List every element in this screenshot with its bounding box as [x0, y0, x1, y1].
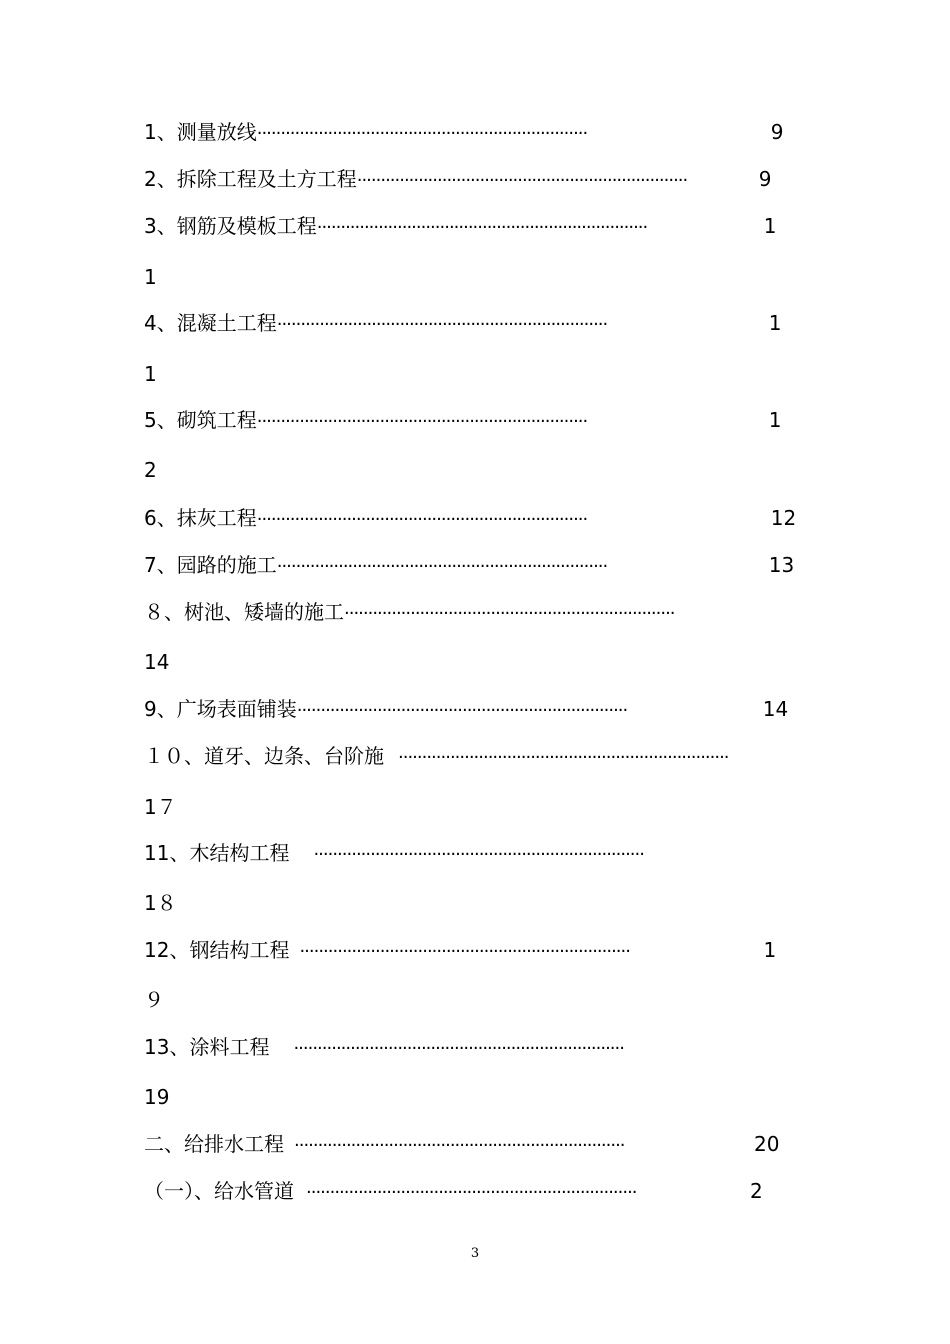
- toc-page-continuation: [144, 985, 164, 1015]
- toc-entry-title: 9、广场表面铺装: [144, 697, 297, 721]
- toc-entry-page: 14: [762, 697, 789, 721]
- toc-leader-dots: ······································································: [276, 556, 608, 577]
- toc-leader-dots: ······································································: [276, 314, 608, 335]
- toc-entry-page: 1: [763, 214, 777, 238]
- toc-entry-page: 20: [754, 1132, 780, 1156]
- toc-leader-dots: ······································································: [256, 123, 588, 144]
- toc-entry-title: 6、抹灰工程: [144, 506, 257, 530]
- toc-continuation-text: ９: [144, 988, 164, 1012]
- toc-entry[interactable]: [144, 117, 783, 147]
- toc-entry[interactable]: [144, 405, 781, 435]
- toc-entry[interactable]: [144, 550, 794, 580]
- toc-leader-dots: ······································································: [256, 411, 588, 432]
- toc-entry[interactable]: [144, 694, 788, 724]
- toc-entry-page: 1: [763, 938, 777, 962]
- toc-continuation-text: 1７: [144, 795, 177, 819]
- toc-continuation-text: 14: [144, 650, 170, 674]
- toc-leader-dots: ······································································: [398, 747, 729, 768]
- toc-continuation-text: 1８: [144, 891, 177, 915]
- toc-entry-title: 二、给排水工程: [144, 1132, 284, 1156]
- page-number: 3: [470, 1246, 480, 1261]
- toc-leader-dots: ······································································: [316, 217, 648, 238]
- toc-leader-dots: ······································································: [356, 170, 688, 191]
- toc-page-continuation: [144, 647, 169, 677]
- toc-page-continuation: [144, 888, 177, 918]
- toc-entry-page: 1: [768, 311, 782, 335]
- toc-entry-title: 1、测量放线: [144, 120, 257, 144]
- toc-leader-dots: ······································································: [344, 603, 675, 624]
- toc-entry-title: １０、道牙、边条、台阶施: [144, 744, 384, 768]
- toc-entry-title: 12、钢结构工程: [144, 938, 290, 962]
- toc-entry[interactable]: [144, 838, 779, 868]
- toc-entry[interactable]: [144, 308, 781, 338]
- toc-entry[interactable]: [144, 935, 776, 965]
- toc-leader-dots: ······································································: [313, 844, 644, 865]
- toc-entry-title: 5、砌筑工程: [144, 408, 257, 432]
- toc-entry-page: 12: [770, 506, 797, 530]
- toc-page-continuation: [144, 1082, 169, 1112]
- toc-entry-page: 9: [770, 120, 784, 144]
- toc-entry-page: 13: [768, 553, 795, 577]
- toc-entry-title: 11、木结构工程: [144, 841, 290, 865]
- toc-leader-dots: ······································································: [306, 1182, 637, 1203]
- toc-entry-title: 2、拆除工程及土方工程: [144, 167, 357, 191]
- toc-continuation-text: 2: [144, 458, 157, 482]
- toc-entry[interactable]: [144, 164, 771, 194]
- toc-page-continuation: [144, 262, 157, 292]
- toc-entry[interactable]: [144, 597, 766, 627]
- toc-entry-page: 2: [750, 1179, 763, 1203]
- toc-continuation-text: 1: [144, 265, 157, 289]
- toc-page-continuation: [144, 792, 177, 822]
- toc-entry-page: 9: [758, 167, 772, 191]
- toc-page-continuation: [144, 455, 157, 485]
- toc-entry[interactable]: [144, 1176, 763, 1206]
- toc-entry-title: 7、园路的施工: [144, 553, 277, 577]
- toc-entry[interactable]: [144, 1032, 781, 1062]
- toc-leader-dots: ······································································: [256, 509, 588, 530]
- toc-entry-title: （一）、给水管道: [144, 1179, 294, 1203]
- toc-entry-page: 1: [768, 408, 782, 432]
- toc-entry-title: 13、涂料工程: [144, 1035, 270, 1059]
- toc-continuation-text: 19: [144, 1085, 170, 1109]
- toc-leader-dots: ······································································: [299, 941, 630, 962]
- toc-leader-dots: ······································································: [296, 700, 628, 721]
- toc-entry[interactable]: [144, 741, 776, 771]
- toc-entry-title: 4、混凝土工程: [144, 311, 277, 335]
- toc-leader-dots: ······································································: [293, 1038, 624, 1059]
- toc-continuation-text: 1: [144, 362, 157, 386]
- toc-leader-dots: ······································································: [294, 1135, 625, 1156]
- toc-entry[interactable]: [144, 211, 776, 241]
- toc-entry-title: 3、钢筋及模板工程: [144, 214, 317, 238]
- toc-entry[interactable]: [144, 1129, 779, 1159]
- toc-entry-title: ８、树池、矮墙的施工: [144, 600, 344, 624]
- toc-page-continuation: [144, 359, 157, 389]
- toc-entry[interactable]: [144, 503, 796, 533]
